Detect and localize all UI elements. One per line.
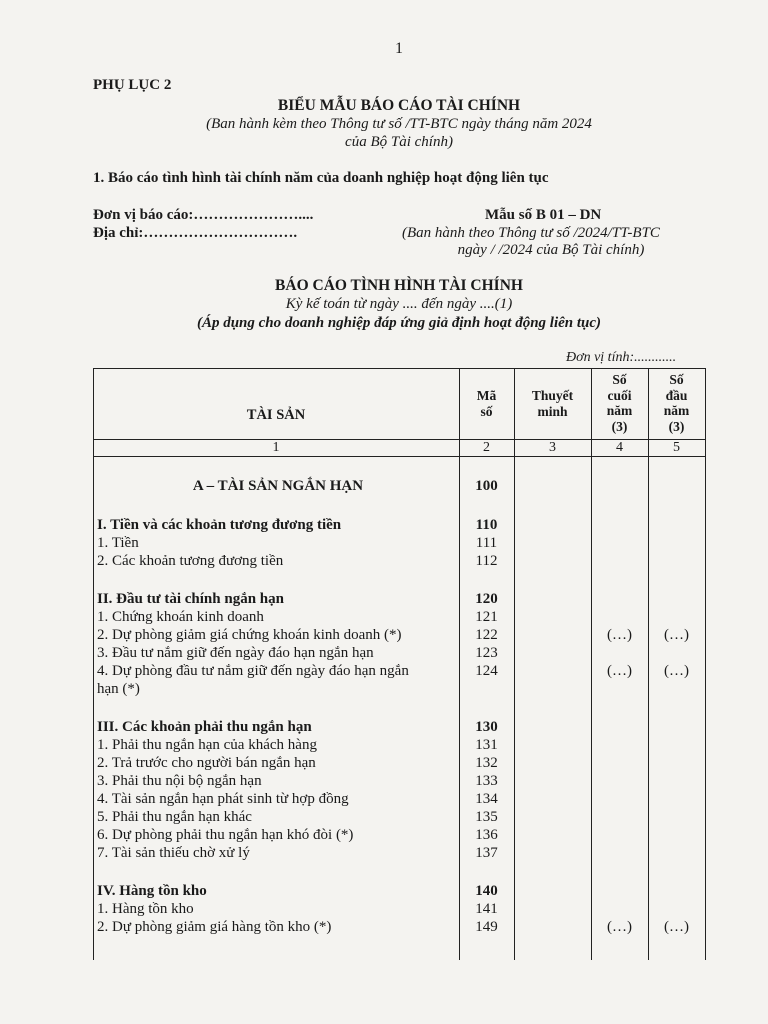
row-code: 133 (475, 773, 498, 789)
applies-to-note: (Áp dụng cho doanh nghiệp đáp ứng giả định hoạt động liên tục) (196, 315, 602, 331)
row-label: 3. Phải thu nội bộ ngắn hạn (97, 773, 262, 789)
address-label: Địa chỉ:…………………………. (93, 225, 298, 241)
page-number: 1 (395, 40, 403, 57)
year-end-value: (…) (607, 919, 632, 935)
header-code-line: số (480, 403, 493, 419)
column-index: 4 (616, 440, 623, 455)
row-code: 112 (475, 553, 498, 569)
year-begin-value: (…) (664, 919, 689, 935)
row-label: 1. Chứng khoán kinh doanh (97, 609, 264, 625)
header-year-begin (648, 372, 705, 434)
table-row (0, 626, 768, 644)
header-begin-line: đầu (665, 387, 688, 403)
row-label: 6. Dự phòng phải thu ngắn hạn khó đòi (*) (97, 827, 354, 843)
row-label: 5. Phải thu ngắn hạn khác (97, 809, 252, 825)
row-code: 135 (475, 809, 498, 825)
row-label: 2. Các khoản tương đương tiền (97, 553, 284, 569)
row-label: 4. Tài sản ngắn hạn phát sinh từ hợp đồng (97, 791, 349, 807)
row-code: 111 (475, 535, 498, 551)
table-row (0, 772, 768, 790)
row-code: 141 (475, 901, 498, 917)
row-label: II. Đầu tư tài chính ngắn hạn (97, 591, 284, 607)
form-issued-line-1: (Ban hành theo Thông tư số /2024/TT-BTC (402, 225, 660, 241)
currency-unit: Đơn vị tính:............ (566, 350, 677, 365)
row-label: IV. Hàng tồn kho (97, 883, 207, 899)
row-label: 3. Đầu tư nắm giữ đến ngày đáo hạn ngắn hạn (97, 645, 374, 661)
row-code: 130 (475, 719, 498, 735)
row-label: 1. Hàng tồn kho (97, 901, 194, 917)
year-begin-value: (…) (664, 627, 689, 643)
table-row (0, 882, 768, 900)
row-label: A – TÀI SẢN NGẮN HẠN (192, 478, 364, 494)
issued-by-line-2: của Bộ Tài chính) (345, 134, 453, 150)
table-row (0, 718, 768, 736)
table-row (0, 680, 768, 698)
header-code (459, 388, 514, 419)
header-note-line: minh (537, 403, 568, 419)
column-index: 3 (549, 440, 556, 455)
header-end-line: (3) (611, 418, 628, 434)
table-row (0, 552, 768, 570)
header-end-line: Số (612, 372, 627, 387)
table-index-divider (93, 456, 705, 457)
table-row (0, 477, 768, 495)
table-row (0, 754, 768, 772)
header-year-end (591, 372, 648, 434)
form-code: Mẫu số B 01 – DN (485, 207, 602, 223)
row-label: 2. Dự phòng giảm giá chứng khoán kinh doanh (*) (97, 627, 402, 643)
header-begin-line: năm (663, 403, 690, 418)
header-end-line: năm (606, 403, 633, 418)
row-label: 2. Trả trước cho người bán ngắn hạn (97, 755, 316, 771)
row-code: 136 (475, 827, 498, 843)
table-row (0, 608, 768, 626)
table-row (0, 516, 768, 534)
table-top-border (93, 368, 705, 369)
header-assets: TÀI SẢN (246, 407, 306, 423)
row-code: 100 (475, 478, 498, 494)
form-issued-line-2: ngày / /2024 của Bộ Tài chính) (457, 242, 645, 258)
row-label: 1. Tiền (97, 535, 139, 551)
reporting-period: Kỳ kế toán từ ngày .... đến ngày ....(1) (285, 296, 513, 312)
table-row (0, 534, 768, 552)
row-label: I. Tiền và các khoản tương đương tiền (97, 517, 342, 533)
row-code: 149 (475, 919, 498, 935)
row-code: 134 (475, 791, 498, 807)
row-code: 121 (475, 609, 498, 625)
row-code: 120 (475, 591, 498, 607)
table-row (0, 790, 768, 808)
header-note-line: Thuyết (531, 388, 574, 403)
row-label: 4. Dự phòng đầu tư nắm giữ đến ngày đáo hạn ngắn (97, 663, 409, 679)
column-index: 5 (673, 440, 680, 455)
row-code: 122 (475, 627, 498, 643)
report-title: BÁO CÁO TÌNH HÌNH TÀI CHÍNH (275, 277, 523, 294)
year-end-value: (…) (607, 627, 632, 643)
table-row (0, 736, 768, 754)
table-row (0, 826, 768, 844)
row-code: 132 (475, 755, 498, 771)
table-row (0, 900, 768, 918)
row-code: 137 (475, 845, 498, 861)
year-end-value: (…) (607, 663, 632, 679)
row-label: 7. Tài sản thiếu chờ xử lý (97, 845, 250, 861)
row-code: 123 (475, 645, 498, 661)
column-index: 1 (272, 440, 280, 455)
row-code: 124 (475, 663, 498, 679)
issued-by-line-1: (Ban hành kèm theo Thông tư số /TT-BTC ngày tháng năm 2024 (206, 116, 592, 132)
row-code: 131 (475, 737, 498, 753)
form-title: BIỂU MẪU BÁO CÁO TÀI CHÍNH (277, 97, 521, 114)
table-row (0, 918, 768, 936)
section-heading: 1. Báo cáo tình hình tài chính năm của doanh nghiệp hoạt động liên tục (93, 170, 549, 186)
row-code: 110 (475, 517, 498, 533)
table-row (0, 808, 768, 826)
year-begin-value: (…) (664, 663, 689, 679)
table-row (0, 662, 768, 680)
row-label: 1. Phải thu ngắn hạn của khách hàng (97, 737, 317, 753)
header-begin-line: (3) (668, 418, 685, 434)
column-index: 2 (483, 440, 490, 455)
row-code: 140 (475, 883, 498, 899)
table-row (0, 844, 768, 862)
row-label: 2. Dự phòng giảm giá hàng tồn kho (*) (97, 919, 332, 935)
header-begin-line: Số (669, 372, 684, 387)
header-end-line: cuối (607, 387, 632, 403)
row-label: hạn (*) (97, 681, 140, 697)
header-code-line: Mã (476, 388, 497, 403)
appendix-label: PHỤ LỤC 2 (93, 77, 172, 93)
reporting-unit-label: Đơn vị báo cáo:………………….... (93, 207, 314, 223)
row-label: III. Các khoản phải thu ngắn hạn (97, 719, 312, 735)
table-row (0, 590, 768, 608)
header-note (514, 388, 591, 419)
table-row (0, 644, 768, 662)
